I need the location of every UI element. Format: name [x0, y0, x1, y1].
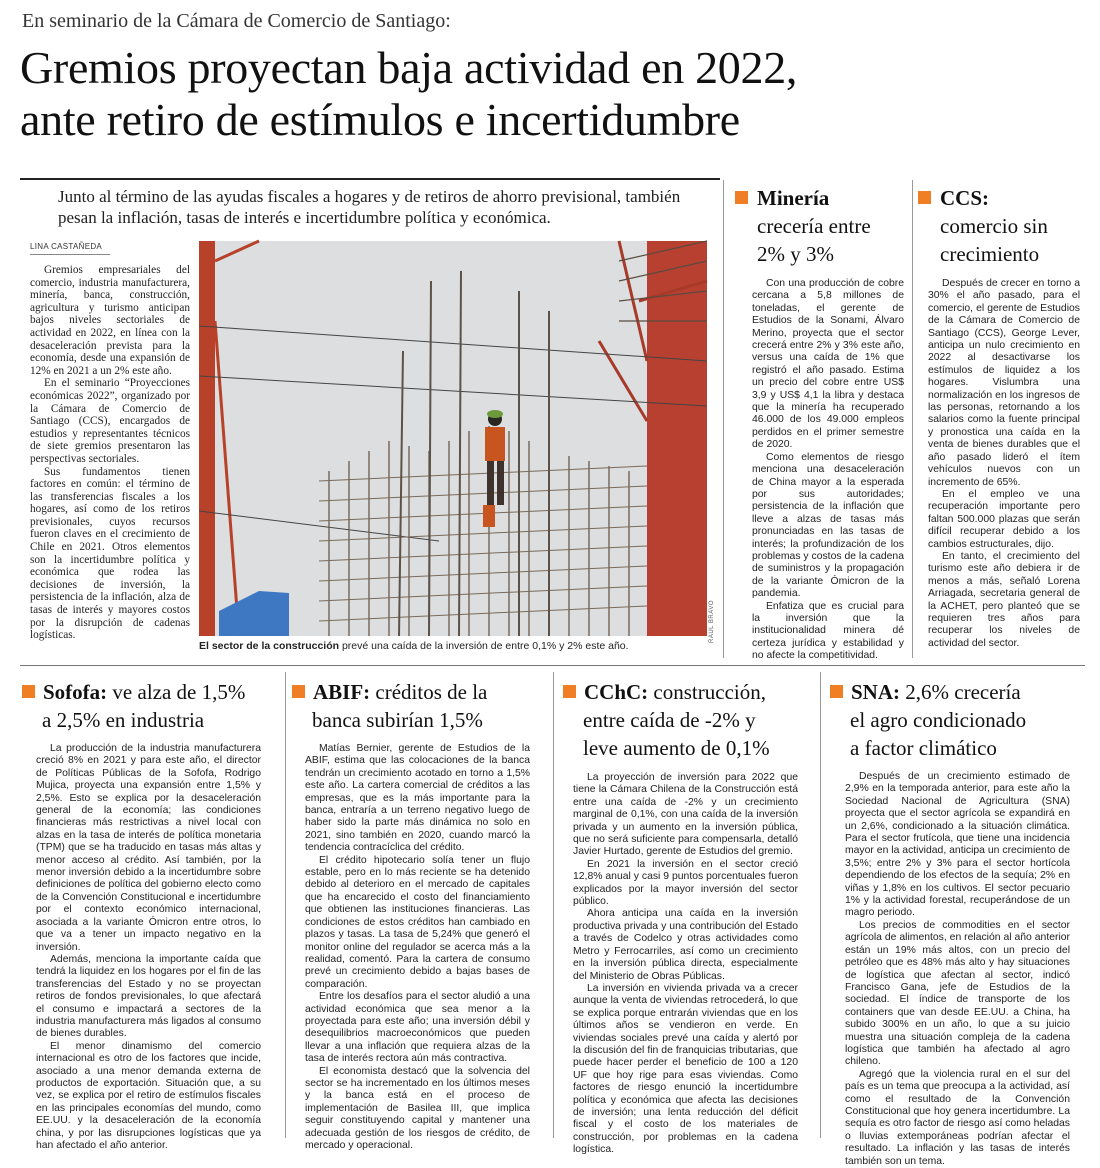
ccs-heading [918, 184, 1088, 268]
abif-heading [292, 678, 550, 734]
sna-paragraph: Después de un crecimiento estimado de 2,9% en la temporada anterior, para este año la Sociedad Nacional de Agricultura (SNA) proyecta que el sector agrícola se expandirá en un 2,6%, condicionado a la situación climática. Para el sector frutícola, que tiene una incidencia mayor en la actividad, anticipa un crecimiento de 3,5%; entre 2% y 3% para el sector hortícola dependiendo de los efectos de la sequía; 2% en viñas y 1,8% en los cultivos. El sector pecuario 1% y la actividad forestal, recuperándose de un magro periodo. [845, 771, 1070, 919]
sna-title-line: a factor climático [850, 736, 997, 760]
article-deck: Junto al término de las ayudas fiscales a hogares y de retiros de ahorro previsional, también pesan la inflación, tasas de interés e incertidumbre política y económica. [58, 187, 681, 227]
lead-column [30, 264, 190, 656]
cchc-column [573, 772, 798, 1156]
sofofa-paragraph: La producción de la industria manufacturera creció 8% en 2021 y para este año, el director de Políticas Públicas de la Sofofa, Rodrigo Mujica, proyecta una expansión entre 1,5% y 2,5%. Esto se explica por la desaceleración general de la economía; las condiciones financieras más restrictivas a nivel local con alzas en la tasa de interés de política monetaria (TPM) que se ha traducido en tasas más altas y menor acceso al crédito. Así también, por la menor inversión debido a la incertidumbre sobre definiciones de política del gobierno electo como de la Convención Constitucional e incertidumbre por el contexto económico internacional, asociada a la variante Ómicron entre otros, lo que va a tener un impacto negativo en la inversión. [36, 743, 261, 953]
sofofa-label: Sofofa: [43, 680, 108, 704]
sna-paragraph: Agregó que la violencia rural en el sur del país es un tema que preocupa a la actividad, así como el resultado de la Convención Constitucional que hoy genera incertidumbre. La sequía es otro factor de riesgo así como heladas o lluvias extemporáneas podrían afectar el resultado. La inflación y las tasas de interés también son un tema. [845, 1068, 1070, 1167]
cchc-paragraph: En 2021 la inversión en el sector creció 12,8% anual y casi 9 puntos porcentuales fueron explicados por la mayor inversión del sector público. [573, 858, 798, 908]
sofofa-title: ve alza de 1,5% [107, 680, 246, 704]
cchc-paragraph: La inversión en vivienda privada va a crecer aunque la venta de viviendas retrocederá, lo que se explica porque entrarán viviendas que en los últimos años se vendieron en verde. En viviendas sociales prevé una caída y alertó por la discusión del fin de franquicias tributarias, que puede hacer perder el beneficio de 100 a 120 UF que hoy rige para esas viviendas. Como factores de riesgo enunció la incertidumbre política y económica que afecta las decisiones de inversión; una lenta reducción del déficit fiscal y el costo de los materiales de construcción, por problemas en la cadena logística. [573, 982, 798, 1156]
cchc-paragraph: Ahora anticipa una caída en la inversión productiva privada y una contribución del Estado a través de Codelco y otras actividades como Metro y Ferrocarriles, así como un crecimiento en la inversión pública directa, especialmente del Ministerio de Obras Públicas. [573, 908, 798, 982]
cchc-title-line: entre caída de -2% y [583, 708, 756, 732]
mineria-label: Minería [757, 186, 830, 210]
abif-title: créditos de la [370, 680, 488, 704]
cchc-heading [563, 678, 821, 762]
column-divider [285, 672, 286, 1138]
ccs-title-line: crecimiento [940, 242, 1040, 266]
orange-square-icon [292, 685, 305, 698]
photo-credit: RAÚL BRAVO [709, 600, 715, 644]
byline: LINA CASTAÑEDA [30, 242, 103, 251]
column-divider [723, 180, 724, 658]
mineria-column [752, 278, 904, 662]
abif-paragraph: Matías Bernier, gerente de Estudios de la ABIF, estima que las colocaciones de la banca tendrán un crecimiento acotado en torno a 1,5% este año. La cartera comercial de créditos a las empresas, que es la más importante para la banca, entraría a un terreno negativo luego de haber sido la parte más dinámica no solo en 2021, sino también en 2020, cuando marcó la tendencia contracíclica del crédito. [305, 743, 530, 854]
sofofa-title-line: a 2,5% en industria [42, 708, 205, 732]
lead-paragraph: En el seminario “Proyecciones económicas 2022”, organizado por la Cámara de Comercio de Santiago (CCS), encargados de estudios y representantes técnicos de siete gremios presentaron las perspectivas sectoriales. [30, 377, 190, 465]
mineria-paragraph: Como elementos de riesgo menciona una desaceleración de China mayor a la esperada por sus autoridades; persistencia de la inflación que lleve a alzas de tasas más pronunciadas en las tasas de interés; la profundización de los problemas y costos de la cadena de suministros y la propagación de la variante Ómicron de la pandemia. [752, 451, 904, 600]
mineria-paragraph: Con una producción de cobre cercana a 5,8 millones de toneladas, el gerente de Estudios de la Sonami, Álvaro Merino, proyecta que el sector crecerá entre 2% y 3% este año, versus una caída de 1% que registró el año pasado. Estima un precio del cobre entre US$ 3,9 y US$ 4,1 la libra y destaca que la minería ha recuperado 46.000 de los 49.000 empleos perdidos en el primer semestre de 2020. [752, 278, 904, 451]
ccs-paragraph: Después de crecer en torno a 30% el año pasado, para el comercio, el gerente de Estudios de la Cámara de Comercio de Santiago (CCS), George Lever, anticipa un nulo crecimiento en 2022 al desactivarse los estímulos de liquidez a los hogares. Vislumbra una normalización en los ingresos de las personas, retornando a los salarios como la fuente principal y pronostica una caída en la venta de bienes durables que el año pasado lideró el ítem vehículos nuevos con un incremento de 65%. [928, 278, 1080, 488]
sofofa-heading [22, 678, 280, 734]
caption-text: prevé una caída de la inversión de entre 0,1% y 2% este año. [339, 640, 629, 652]
orange-square-icon [563, 685, 576, 698]
cchc-label: CChC: [584, 680, 649, 704]
sna-heading [830, 678, 1088, 762]
abif-column [305, 743, 530, 1151]
abif-paragraph: El crédito hipotecario solía tener un flujo estable, pero en lo más reciente se ha detenido debido al deterioro en el mercado de capitales que ha encarecido el costo del financiamiento que obtienen las instituciones financieras. Las condiciones de estos créditos han cambiado en plazos y tasas. La tasa de 5,24% que generó el monitor online del regulador se acerca más a la realidad, comentó. Para la cartera de consumo prevé un crecimiento debido a bajas bases de comparación. [305, 854, 530, 990]
mineria-heading [735, 184, 905, 268]
abif-label: ABIF: [313, 680, 371, 704]
construction-photo [199, 241, 707, 636]
orange-square-icon [918, 191, 931, 204]
sna-paragraph: Los precios de commodities en el sector agrícola de alimentos, en relación al año anterior están un 19% más altos, con un precio del petróleo que es 48% más alto y hay situaciones de logística que afectan al sector, indicó Francisco Gana, jefe de Estudios de la sociedad. El índice de transporte de los containers que van desde EE.UU. a China, ha subido 300% en un año, lo que a su juicio muestra una situación compleja de la cadena logística que también ha afectado al agro chileno. [845, 919, 1070, 1068]
ccs-paragraph: En tanto, el crecimiento del turismo este año debiera ir de menos a más, señaló Lorena Arriagada, secretaria general de la ACHET, pero planteó que se requieren tres años para recuperar los niveles de actividad del sector. [928, 550, 1080, 649]
caption-bold: El sector de la construcción [199, 640, 340, 652]
column-divider [912, 180, 913, 658]
mineria-title-line: 2% y 3% [757, 242, 834, 266]
orange-square-icon [22, 685, 35, 698]
sna-title-line: el agro condicionado [850, 708, 1027, 732]
sofofa-column [36, 743, 261, 1151]
headline-line-2: ante retiro de estímulos e incertidumbre [20, 94, 740, 145]
abif-paragraph: El economista destacó que la solvencia del sector se ha incrementado en los últimos meses y la banca está en el proceso de implementación de Basilea III, que implica seguir constituyendo capital y mantener una adecuada gestión de los riesgos de crédito, de mercado y operacional. [305, 1065, 530, 1151]
sofofa-paragraph: Además, menciona la importante caída que tendrá la liquidez en los hogares por el fin de las transferencias del Estado y no se proyectan retiros de fondos previsionales, lo que afectará el consumo e impactará a sectores de la industria manufacturera más ligados al consumo de bienes durables. [36, 953, 261, 1040]
lead-paragraph: Sus fundamentos tienen factores en común: el término de las transferencias fiscales a los hogares, así como de los retiros previsionales, cuyos recursos fueron claves en el crecimiento de Chile en 2021. Otros elementos son la incertidumbre política y económica que rodea las decisiones de inversión, la persistencia de la inflación, alza de tasas de interés y mayores costos por la disrupción de cadenas logísticas. [30, 465, 190, 642]
sofofa-paragraph: El menor dinamismo del comercio internacional es otro de los factores que incide, asociado a una menor demanda externa de productos de exportación. Situación que, a su vez, se explica por el retiro de estímulos fiscales en las principales economías del mundo, como EE.UU. y la desaceleración de la economía china, y por las disrupciones logísticas que ya han afectado el año anterior. [36, 1040, 261, 1151]
article-headline [20, 42, 1020, 146]
article-kicker: En seminario de la Cámara de Comercio de Santiago: [22, 10, 451, 32]
ccs-paragraph: En el empleo ve una recuperación importante pero faltan 500.000 plazas que serán difícil recuperar debido a los cambios estructurales, dijo. [928, 488, 1080, 550]
ccs-title-line: comercio sin [940, 214, 1048, 238]
mineria-paragraph: Enfatiza que es crucial para la inversión que la institucionalidad minera dé certeza jurídica y estabilidad y no afecte la competitividad. [752, 600, 904, 662]
deck-rule [20, 178, 720, 180]
mineria-title-line: crecería entre [757, 214, 871, 238]
cchc-paragraph: La proyección de inversión para 2022 que tiene la Cámara Chilena de la Construcción está entre una caída de -2% y un crecimiento marginal de 0,1%, con una caída de la inversión privada y un aumento en la inversión pública, que no será suficiente para compensarla, detalló Javier Hurtado, gerente de Estudios del gremio. [573, 772, 798, 858]
cchc-title-line: leve aumento de 0,1% [583, 736, 770, 760]
orange-square-icon [735, 191, 748, 204]
sna-label: SNA: [851, 680, 901, 704]
sna-column [845, 771, 1070, 1167]
cchc-title: construcción, [648, 680, 766, 704]
construction-photo-illustration [199, 241, 707, 636]
lead-paragraph: Gremios empresariales del comercio, industria manufacturera, minería, banca, construcción, agricultura y turismo anticipan bajos niveles sectoriales de actividad en 2022, en línea con la desaceleración prevista para la economía, desde una expansión de 12% en 2021 a un 2% este año. [30, 264, 190, 377]
abif-paragraph: Entre los desafíos para el sector aludió a una actividad económica que sea menor a la proyectada para este año; una inversión débil y desequilibrios macroeconómicos que pueden llevar a una inflación que requiera alzas de la tasa de interés rectora aún más contractiva. [305, 991, 530, 1065]
ccs-column [928, 278, 1080, 656]
section-rule [20, 665, 1085, 666]
byline-rule [30, 254, 110, 255]
ccs-label: CCS: [940, 186, 990, 210]
photo-caption [199, 640, 709, 652]
sna-title: 2,6% crecería [900, 680, 1021, 704]
orange-square-icon [830, 685, 843, 698]
abif-title-line: banca subirían 1,5% [312, 708, 483, 732]
headline-line-1: Gremios proyectan baja actividad en 2022, [20, 42, 798, 93]
column-divider [553, 672, 554, 1138]
